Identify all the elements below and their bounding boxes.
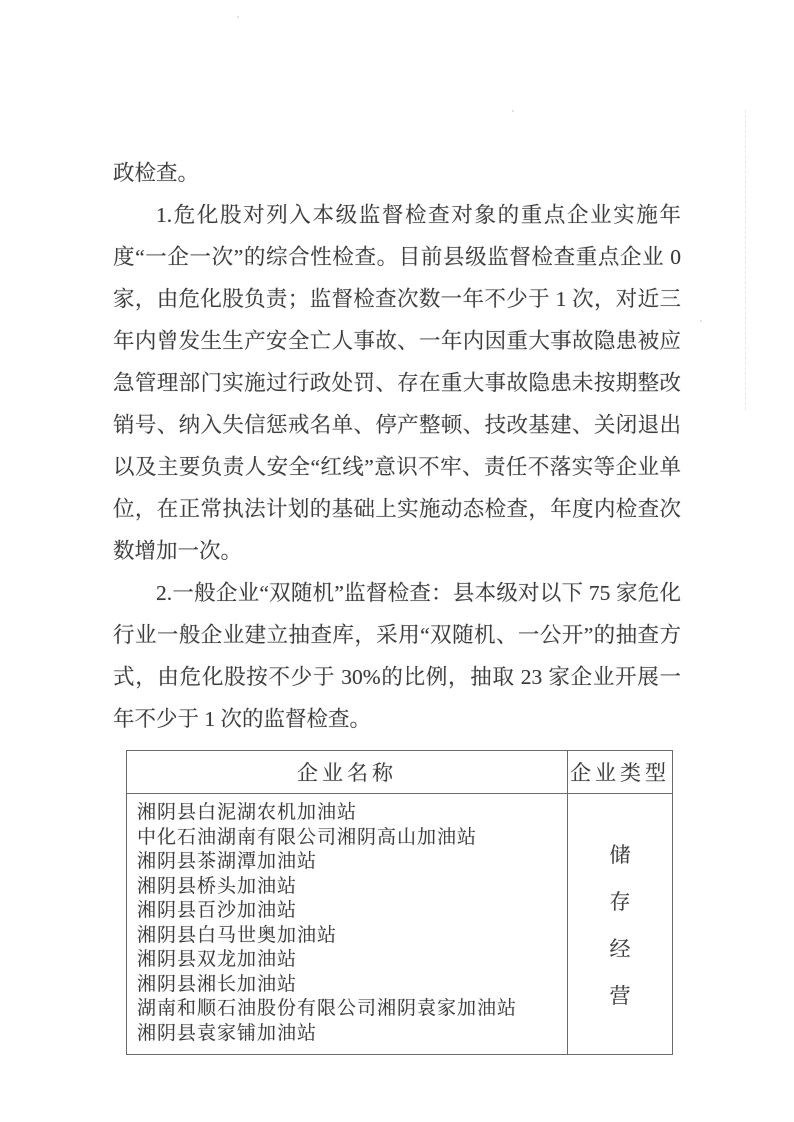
table-body-row — [127, 794, 673, 1055]
enterprise-table-wrapper — [126, 750, 681, 1055]
paragraph-double-random-inspection: 2.一般企业“双随机”监督检查：县本级对以下 75 家危化行业一般企业建立抽查库，采用“双随机、一公开”的抽查方式，由危化股按不少于 30%的比例，抽取 23 家企业开展一年不少于 1 次的监督检查。 — [113, 581, 681, 731]
type-char: 营 — [609, 983, 631, 1008]
enterprise-type-vertical-label — [569, 839, 671, 1010]
enterprise-type-cell — [568, 794, 673, 1055]
company-name: 湘阴县茶湖潭加油站 — [137, 851, 318, 872]
company-name: 湘阴县百沙加油站 — [137, 900, 298, 921]
type-char: 经 — [609, 936, 631, 961]
company-name: 湘阴县湘长加油站 — [137, 973, 298, 995]
column-header-enterprise-type: 企业类型 — [568, 751, 673, 794]
paragraph-key-enterprise-inspection: 1.危化股对列入本级监督检查对象的重点企业实施年度“一企一次”的综合性检查。目前县级监督检查重点企业 0 家，由危化股负责；监督检查次数一年不少于 1 次，对近三年内曾发生生产安全亡人事故、一年内因重大事故隐患被应急管理部门实施过行政处罚、存在重大事故隐患未按期整改销号、纳入失信惩戒名单、停产整顿、技改基建、关闭退出以及主要负责人安全“红线”意识不牢、责任不落实等企业单位，在正常执法计划的基础上实施动态检查，年度内检查次数增加一次。 — [113, 203, 681, 563]
company-name: 湖南和顺石油股份有限公司湘阴袁家加油站 — [137, 998, 518, 1019]
continuation-line: 政检查。 — [113, 161, 200, 185]
document-body — [113, 152, 681, 1055]
enterprise-table — [126, 750, 673, 1055]
column-header-enterprise-name: 企业名称 — [127, 751, 568, 794]
company-name: 湘阴县白马世奥加油站 — [137, 924, 338, 946]
type-char: 储 — [609, 842, 631, 867]
company-name: 湘阴县桥头加油站 — [137, 875, 298, 897]
scan-artifact-speck — [700, 320, 702, 322]
scan-artifact-speck — [237, 16, 239, 18]
scan-artifact-streak — [745, 110, 746, 410]
company-name: 湘阴县白泥湖农机加油站 — [137, 802, 358, 823]
table-header-row — [127, 751, 673, 794]
company-name: 中化石油湖南有限公司湘阴高山加油站 — [137, 826, 478, 848]
scan-artifact-speck — [512, 110, 514, 112]
company-name: 湘阴县袁家铺加油站 — [137, 1022, 318, 1044]
enterprise-names-cell — [127, 794, 568, 1055]
type-char: 存 — [609, 889, 631, 914]
company-name: 湘阴县双龙加油站 — [137, 949, 298, 970]
